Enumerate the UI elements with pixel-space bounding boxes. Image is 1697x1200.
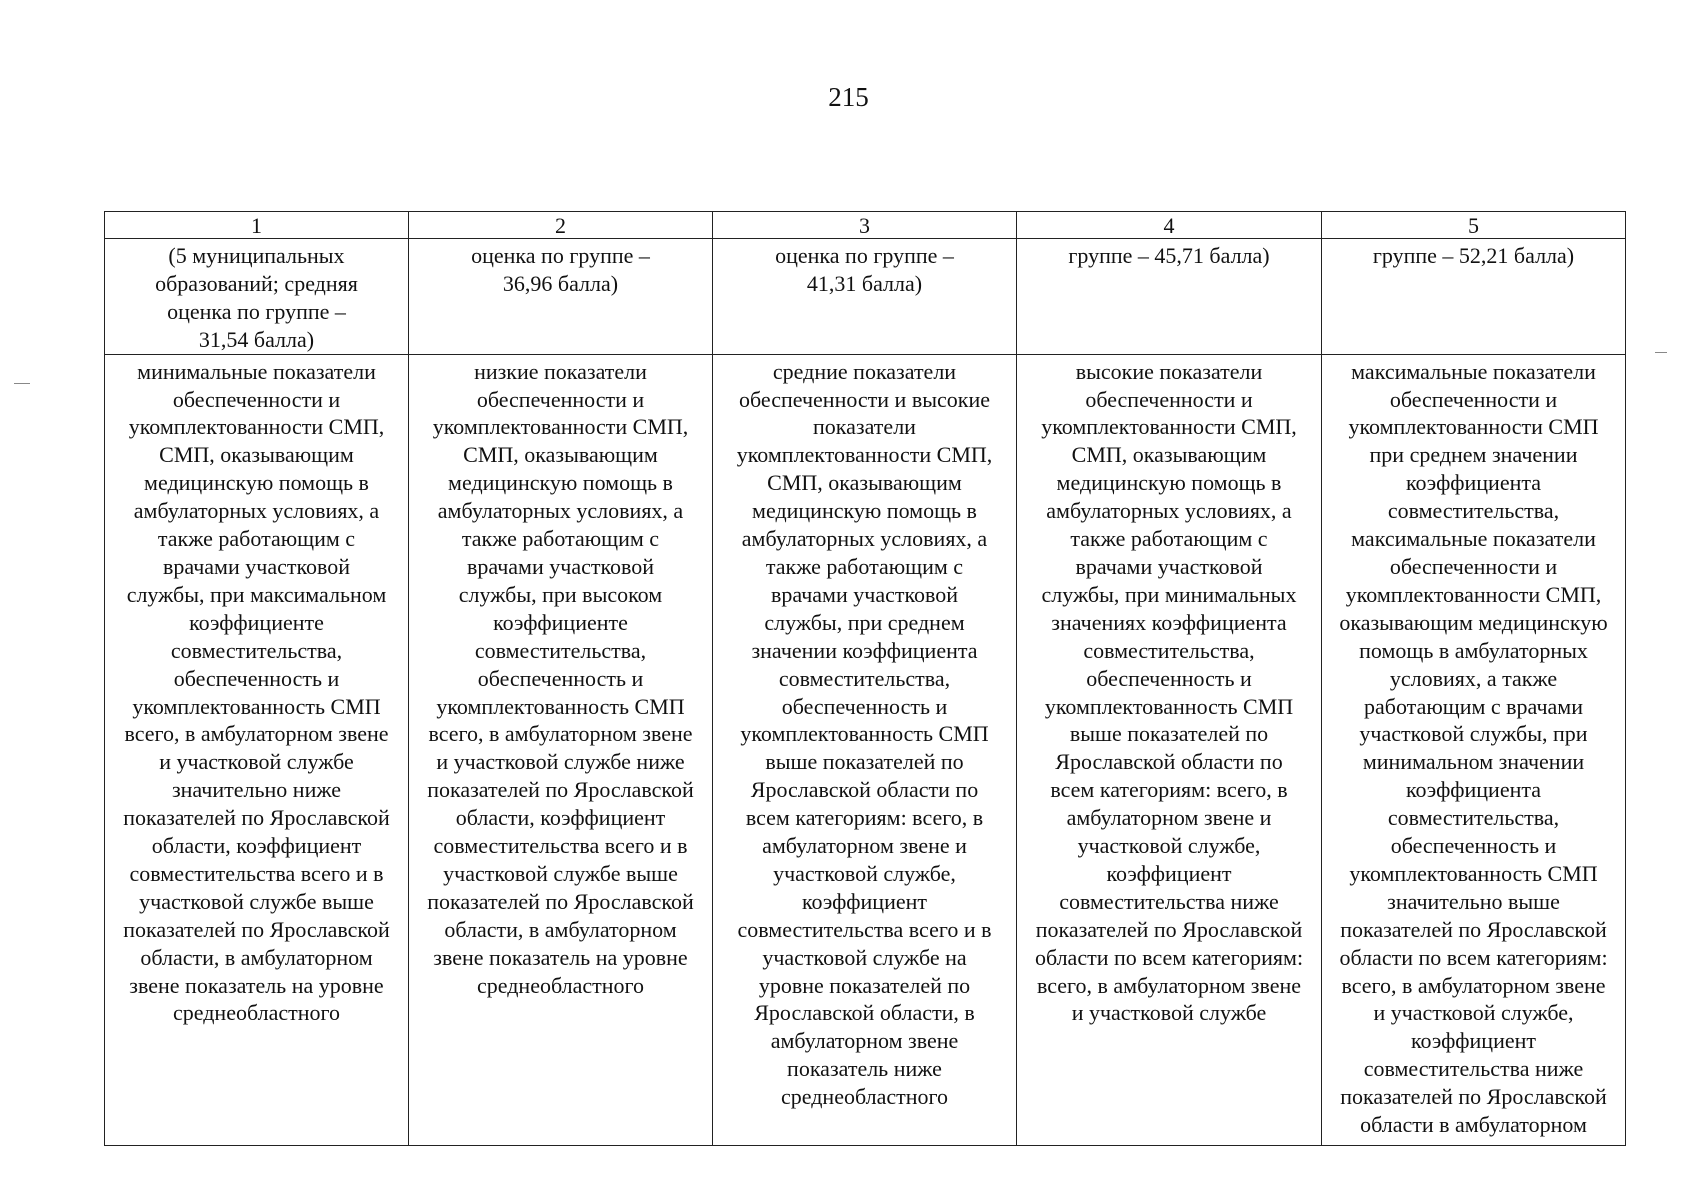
comparison-table (104, 211, 1626, 1146)
group-score-row (105, 239, 1626, 355)
description-row (105, 354, 1626, 1145)
description-cell-3: средние показатели обеспеченности и высокие показатели укомплектованности СМП, СМП, оказывающим медицинскую помощь в амбулаторных условиях, а также работающим с врачами участковой службы, при среднем значении коэффициента совместительства, обеспеченность и укомплектованность СМП выше показателей по Ярославской области по всем категориям: всего, в амбулаторном звене и участковой службе, коэффициент совместительства всего и в участковой службе на уровне показателей по Ярославской области, в амбулаторном звене показатель ниже среднеобластного (713, 354, 1017, 1145)
scan-artifact-right (1655, 352, 1667, 353)
description-cell-5: максимальные показатели обеспеченности и укомплектованности СМП при среднем значении коэффициента совместительства, максимальные показатели обеспеченности и укомплектованности СМП, оказывающим медицинскую помощь в амбулаторных условиях, а также работающим с врачами участковой службы, при минимальном значении коэффициента совместительства, обеспеченность и укомплектованность СМП значительно выше показателей по Ярославской области по всем категориям: всего, в амбулаторном звене и участковой службе, коэффициент совместительства ниже показателей по Ярославской области в амбулаторном (1322, 354, 1626, 1145)
column-number-row (105, 212, 1626, 239)
group-score-cell-4: группе – 45,71 балла) (1017, 239, 1322, 355)
page-number: 215 (828, 82, 869, 112)
scan-artifact-left (14, 383, 30, 384)
column-number-4: 4 (1017, 212, 1322, 239)
description-cell-2: низкие показатели обеспеченности и укомплектованности СМП, СМП, оказывающим медицинскую помощь в амбулаторных условиях, а также работающим с врачами участковой службы, при высоком коэффициенте совместительства, обеспеченность и укомплектованность СМП всего, в амбулаторном звене и участковой службе ниже показателей по Ярославской области, коэффициент совместительства всего и в участковой службе выше показателей по Ярославской области, в амбулаторном звене показатель на уровне среднеобластного (409, 354, 713, 1145)
column-number-5: 5 (1322, 212, 1626, 239)
group-score-cell-5: группе – 52,21 балла) (1322, 239, 1626, 355)
column-number-3: 3 (713, 212, 1017, 239)
description-cell-1: минимальные показатели обеспеченности и укомплектованности СМП, СМП, оказывающим медицинскую помощь в амбулаторных условиях, а также работающим с врачами участковой службы, при максимальном коэффициенте совместительства, обеспеченность и укомплектованность СМП всего, в амбулаторном звене и участковой службе значительно ниже показателей по Ярославской области, коэффициент совместительства всего и в участковой службе выше показателей по Ярославской области, в амбулаторном звене показатель на уровне среднеобластного (105, 354, 409, 1145)
group-score-cell-1: (5 муниципальных образований; средняя оценка по группе – 31,54 балла) (105, 239, 409, 355)
group-score-cell-3: оценка по группе – 41,31 балла) (713, 239, 1017, 355)
column-number-1: 1 (105, 212, 409, 239)
group-score-cell-2: оценка по группе – 36,96 балла) (409, 239, 713, 355)
description-cell-4: высокие показатели обеспеченности и укомплектованности СМП, СМП, оказывающим медицинскую помощь в амбулаторных условиях, а также работающим с врачами участковой службы, при минимальных значениях коэффициента совместительства, обеспеченность и укомплектованность СМП выше показателей по Ярославской области по всем категориям: всего, в амбулаторном звене и участковой службе, коэффициент совместительства ниже показателей по Ярославской области по всем категориям: всего, в амбулаторном звене и участковой службе (1017, 354, 1322, 1145)
column-number-2: 2 (409, 212, 713, 239)
